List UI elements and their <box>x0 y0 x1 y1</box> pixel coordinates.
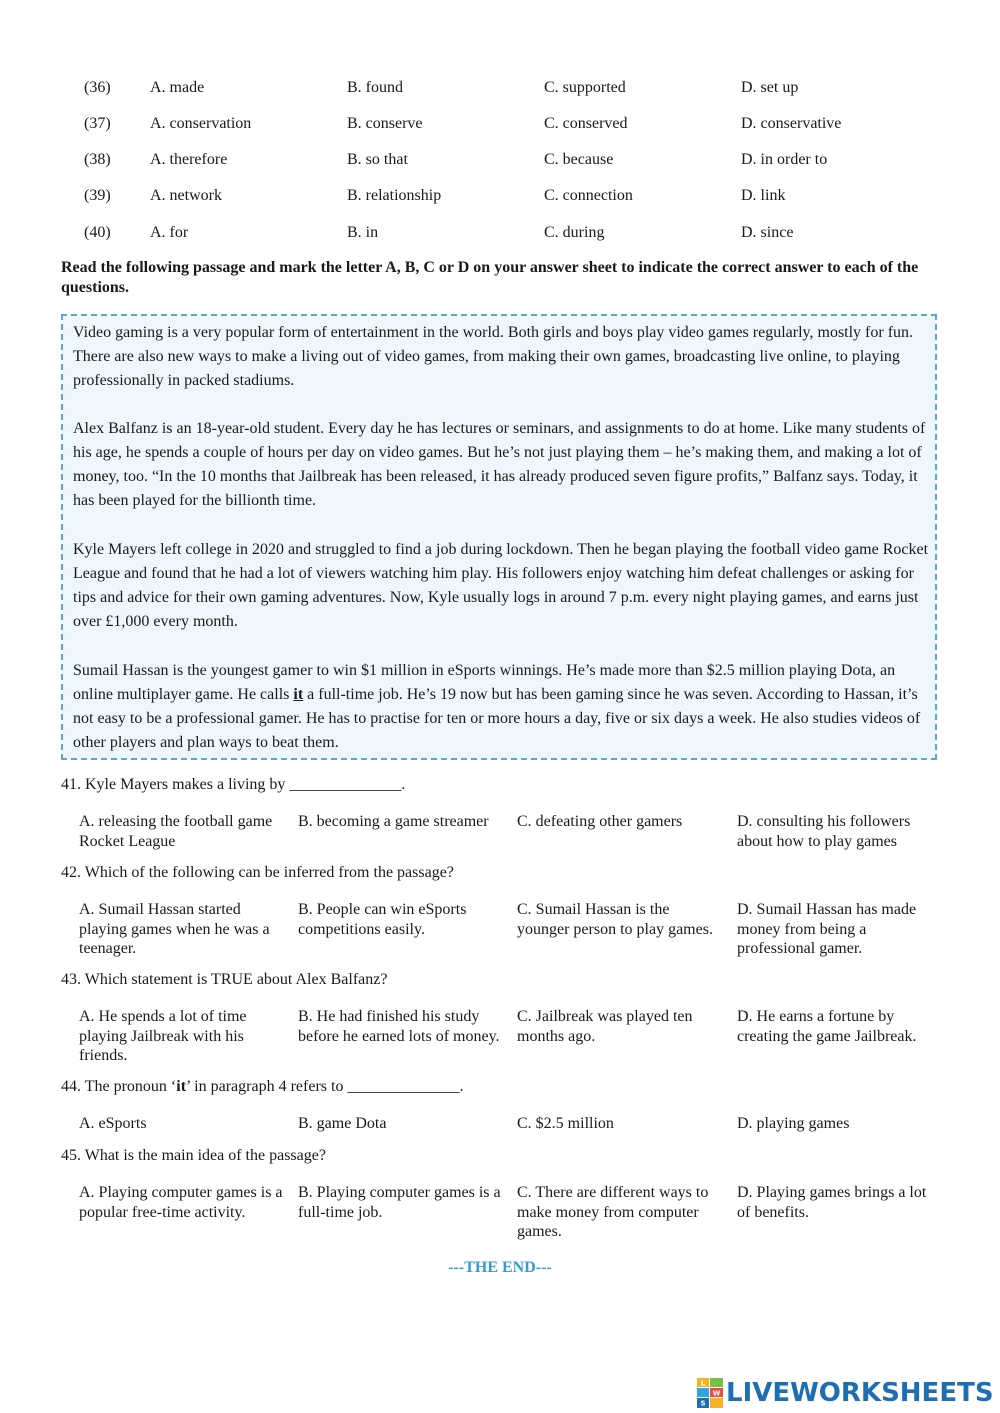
option-d: D. link <box>741 187 786 204</box>
option-row-37 <box>0 112 1000 136</box>
answer-44-a: A. eSports <box>79 1115 147 1132</box>
answer-43-b: B. He had finished his study before he earned lots of money. <box>298 1008 500 1045</box>
option-b: B. conserve <box>347 115 423 132</box>
option-row-40 <box>0 221 1000 245</box>
paragraph-4-text: Sumail Hassan is the youngest gamer to win $1 million in eSports winnings. He’s made more than $2.5 million playing Dota, an online multiplayer game. He calls <box>73 662 896 703</box>
answer-45-b: B. Playing computer games is a full-time job. <box>298 1184 501 1221</box>
option-a: A. therefore <box>150 151 228 168</box>
option-d: D. in order to <box>741 151 828 168</box>
answer-45-d: D. Playing games brings a lot of benefits. <box>737 1184 927 1221</box>
passage-paragraph-3: Kyle Mayers left college in 2020 and struggled to find a job during lockdown. Then he began playing the football video game Rocket League and found that he had a lot of viewers watching him play. His followers enjoy watching him defeat challenges or asking for tips and advice for their own gaming adventures. Now, Kyle usually logs in around 7 p.m. every night playing games, and earns just over £1,000 every month. <box>73 541 929 630</box>
option-c: C. during <box>544 224 605 241</box>
option-b: B. so that <box>347 151 408 168</box>
reading-passage <box>61 314 937 760</box>
answer-42-a: A. Sumail Hassan started playing games when he was a teenager. <box>79 901 270 957</box>
answer-43-c: C. Jailbreak was played ten months ago. <box>517 1008 693 1045</box>
answer-41-a: A. releasing the football game Rocket League <box>79 813 273 850</box>
question-number: (36) <box>84 79 111 96</box>
option-b: B. relationship <box>347 187 442 204</box>
option-d: D. conservative <box>741 115 842 132</box>
answer-41-b: B. becoming a game streamer <box>298 813 489 830</box>
question-44 <box>61 1075 961 1099</box>
option-c: C. supported <box>544 79 626 96</box>
option-row-39 <box>0 184 1000 208</box>
option-d: D. set up <box>741 79 799 96</box>
option-a: A. conservation <box>150 115 252 132</box>
liveworksheets-logo-icon <box>697 1378 723 1408</box>
answer-44-c: C. $2.5 million <box>517 1115 614 1132</box>
answer-41-d: D. consulting his followers about how to play games <box>737 813 911 850</box>
liveworksheets-brand <box>697 1376 994 1410</box>
svg-text:W: W <box>712 1389 721 1398</box>
option-row-38 <box>0 148 1000 172</box>
option-a: A. made <box>150 79 205 96</box>
option-b: B. found <box>347 79 403 96</box>
answer-43-d: D. He earns a fortune by creating the game Jailbreak. <box>737 1008 917 1045</box>
passage-paragraph-1: Video gaming is a very popular form of entertainment in the world. Both girls and boys play video games regularly, mostly for fun. There are also new ways to make a living out of video games, from making their own games, broadcasting live online, to playing professionally in packed stadiums. <box>73 324 914 389</box>
option-a: A. for <box>150 224 189 241</box>
liveworksheets-wordmark: LIVEWORKSHEETS <box>726 1378 994 1408</box>
answer-42-d: D. Sumail Hassan has made money from being a professional gamer. <box>737 901 917 957</box>
answer-45-c: C. There are different ways to make money from computer games. <box>517 1184 709 1240</box>
paragraph-4-text: a full-time job. He’s 19 now but has been gaming since he was seven. According to Hassan, it’s not easy to be a professional gamer. He has to practise for ten or more hours a day, five or six days a week. He also studies videos of other players and plan ways to beat them. <box>73 686 921 751</box>
passage-paragraph-2: Alex Balfanz is an 18-year-old student. Every day he has lectures or seminars, and assignments to do at home. Like many students of his age, he spends a couple of hours per day on video games. But he’s not just playing them – he’s making them, and making a lot of money, too. “In the 10 months that Jailbreak has been released, it has already produced seven figure profits,” Balfanz says. Today, it has been played for the billionth time. <box>73 420 926 509</box>
question-44-text: 44. The pronoun ‘ <box>61 1078 177 1095</box>
question-number: (39) <box>84 187 111 204</box>
answer-42-b: B. People can win eSports competitions easily. <box>298 901 467 938</box>
answer-45-a: A. Playing computer games is a popular free-time activity. <box>79 1184 283 1221</box>
option-c: C. conserved <box>544 115 628 132</box>
option-row-36 <box>0 76 1000 100</box>
option-b: B. in <box>347 224 379 241</box>
question-number: (40) <box>84 224 111 241</box>
answer-44-b: B. game Dota <box>298 1115 387 1132</box>
option-c: C. because <box>544 151 614 168</box>
question-42: 42. Which of the following can be inferred from the passage? <box>61 864 454 881</box>
option-d: D. since <box>741 224 794 241</box>
option-c: C. connection <box>544 187 633 204</box>
pronoun-it: it <box>176 1078 187 1095</box>
pronoun-it: it <box>293 686 304 703</box>
question-44-text: ’ in paragraph 4 refers to ______________. <box>186 1078 464 1095</box>
question-number: (38) <box>84 151 111 168</box>
answer-44-d: D. playing games <box>737 1115 850 1132</box>
question-43: 43. Which statement is TRUE about Alex Balfanz? <box>61 971 388 988</box>
question-41: 41. Kyle Mayers makes a living by ______________. <box>61 776 406 793</box>
passage-paragraph-4 <box>73 659 933 755</box>
svg-text:S: S <box>700 1399 706 1408</box>
svg-text:L: L <box>700 1379 706 1388</box>
question-number: (37) <box>84 115 111 132</box>
answer-43-a: A. He spends a lot of time playing Jailbreak with his friends. <box>79 1008 247 1064</box>
reading-instruction: Read the following passage and mark the letter A, B, C or D on your answer sheet to indicate the correct answer to each of the questions. <box>61 259 919 296</box>
question-45: 45. What is the main idea of the passage? <box>61 1147 326 1164</box>
answer-41-c: C. defeating other gamers <box>517 813 683 830</box>
option-a: A. network <box>150 187 222 204</box>
answer-42-c: C. Sumail Hassan is the younger person to play games. <box>517 901 713 938</box>
the-end: ---THE END--- <box>448 1259 552 1276</box>
